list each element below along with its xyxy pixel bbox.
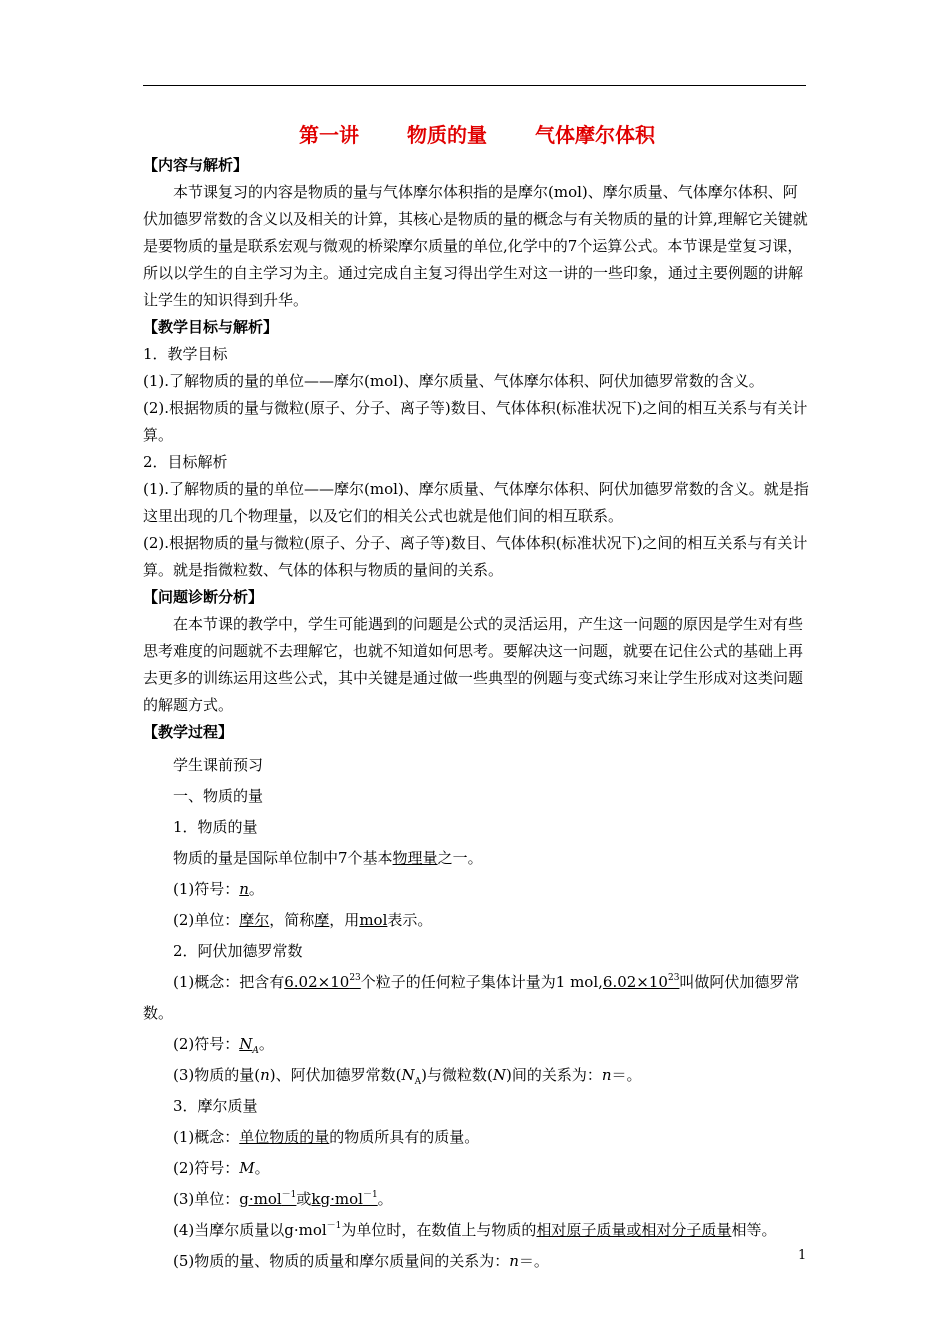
molar-mass-equivalence: (4)当摩尔质量以g·mol$^{-1}$为单位时，在数值上与物质的相对原子质量或相对分子质量相等。	[173, 1221, 777, 1239]
diagnosis-paragraph: 在本节课的教学中，学生可能遇到的问题是公式的灵活运用，产生这一问题的原因是学生对有些思考难度的问题就不去理解它，也就不知道如何思考。要解决这一问题，就要在记住公式的基础上再去更多的训练运用这些公式，其中关键是通过做一些典型的例题与变式练习来让学生形成对这类问题的解题方式。	[143, 615, 804, 714]
goal-item-2: (2).根据物质的量与微粒(原子、分子、离子等)数目、气体体积(标准状况下)之间的相互关系与有关计算。	[143, 399, 808, 444]
document-page	[143, 118, 811, 1277]
section-heading-content: 【内容与解析】	[143, 156, 249, 174]
goals-subheading-2: 2．目标解析	[143, 453, 228, 471]
item-molar-mass: 3．摩尔质量	[173, 1097, 258, 1115]
analysis-item-1: (1).了解物质的量的单位——摩尔(mol)、摩尔质量、气体摩尔体积、阿伏加德罗常数的含义。就是指这里出现的几个物理量，以及它们的相关公式也就是他们间的相互联系。	[143, 480, 809, 525]
preview-label: 学生课前预习	[173, 756, 264, 774]
amount-definition: 物质的量是国际单位制中7个基本物理量之一。	[173, 849, 483, 867]
content-paragraph: 本节课复习的内容是物质的量与气体摩尔体积指的是摩尔(mol)、摩尔质量、气体摩尔体积、阿伏加德罗常数的含义以及相关的计算，其核心是物质的量的概念与有关物质的量的计算,理解它关键就是要物质的量是联系宏观与微观的桥梁摩尔质量的单位,化学中的7个运算公式。本节课是堂复习课，所以以学生的自主学习为主。通过完成自主复习得出学生对这一讲的一些印象，通过主要例题的讲解让学生的知识得到升华。	[143, 183, 808, 309]
title-part-2: 物质的量	[407, 123, 487, 147]
amount-symbol: (1)符号：n。	[173, 880, 264, 898]
page-number: 1	[798, 1248, 807, 1263]
molar-mass-relation: (5)物质的量、物质的质量和摩尔质量间的关系为：n＝。	[173, 1252, 549, 1270]
header-rule	[143, 85, 806, 86]
goals-subheading-1: 1．教学目标	[143, 345, 228, 363]
avogadro-definition: (1)概念：把含有$6.02\times 10^{23}$个粒子的任何粒子集体计量为1 $mol,6.02\times 10^{23}$叫做阿伏加德罗常数。	[143, 973, 800, 1022]
avogadro-relation: (3)物质的量(n)、阿伏加德罗常数$(N_A)$与微粒数(N)间的关系为：n＝。	[173, 1066, 642, 1087]
section-heading-diagnosis: 【问题诊断分析】	[143, 588, 264, 606]
title-part-1: 第一讲	[299, 123, 359, 147]
molar-mass-symbol: (2)符号：M。	[173, 1159, 270, 1177]
section-heading-process: 【教学过程】	[143, 723, 234, 741]
title-part-3: 气体摩尔体积	[535, 123, 655, 147]
item-avogadro: 2．阿伏加德罗常数	[173, 942, 303, 960]
goal-item-1: (1).了解物质的量的单位——摩尔(mol)、摩尔质量、气体摩尔体积、阿伏加德罗常数的含义。	[143, 372, 764, 390]
item-amount-of-substance: 1．物质的量	[173, 818, 258, 836]
molar-mass-definition: (1)概念：单位物质的量的物质所具有的质量。	[173, 1128, 480, 1146]
analysis-item-2: (2).根据物质的量与微粒(原子、分子、离子等)数目、气体体积(标准状况下)之间的相互关系与有关计算。就是指微粒数、气体的体积与物质的量间的关系。	[143, 534, 808, 579]
subsection-amount: 一、物质的量	[173, 787, 264, 805]
amount-unit: (2)单位：摩尔，简称摩，用mol表示。	[173, 911, 433, 929]
page-title	[143, 118, 811, 152]
molar-mass-unit: (3)单位：g·mol$^{-1}$或kg·mol$^{-1}$。	[173, 1190, 393, 1208]
section-heading-goals: 【教学目标与解析】	[143, 318, 279, 336]
avogadro-symbol: (2)符号：$N_A$。	[173, 1035, 274, 1056]
